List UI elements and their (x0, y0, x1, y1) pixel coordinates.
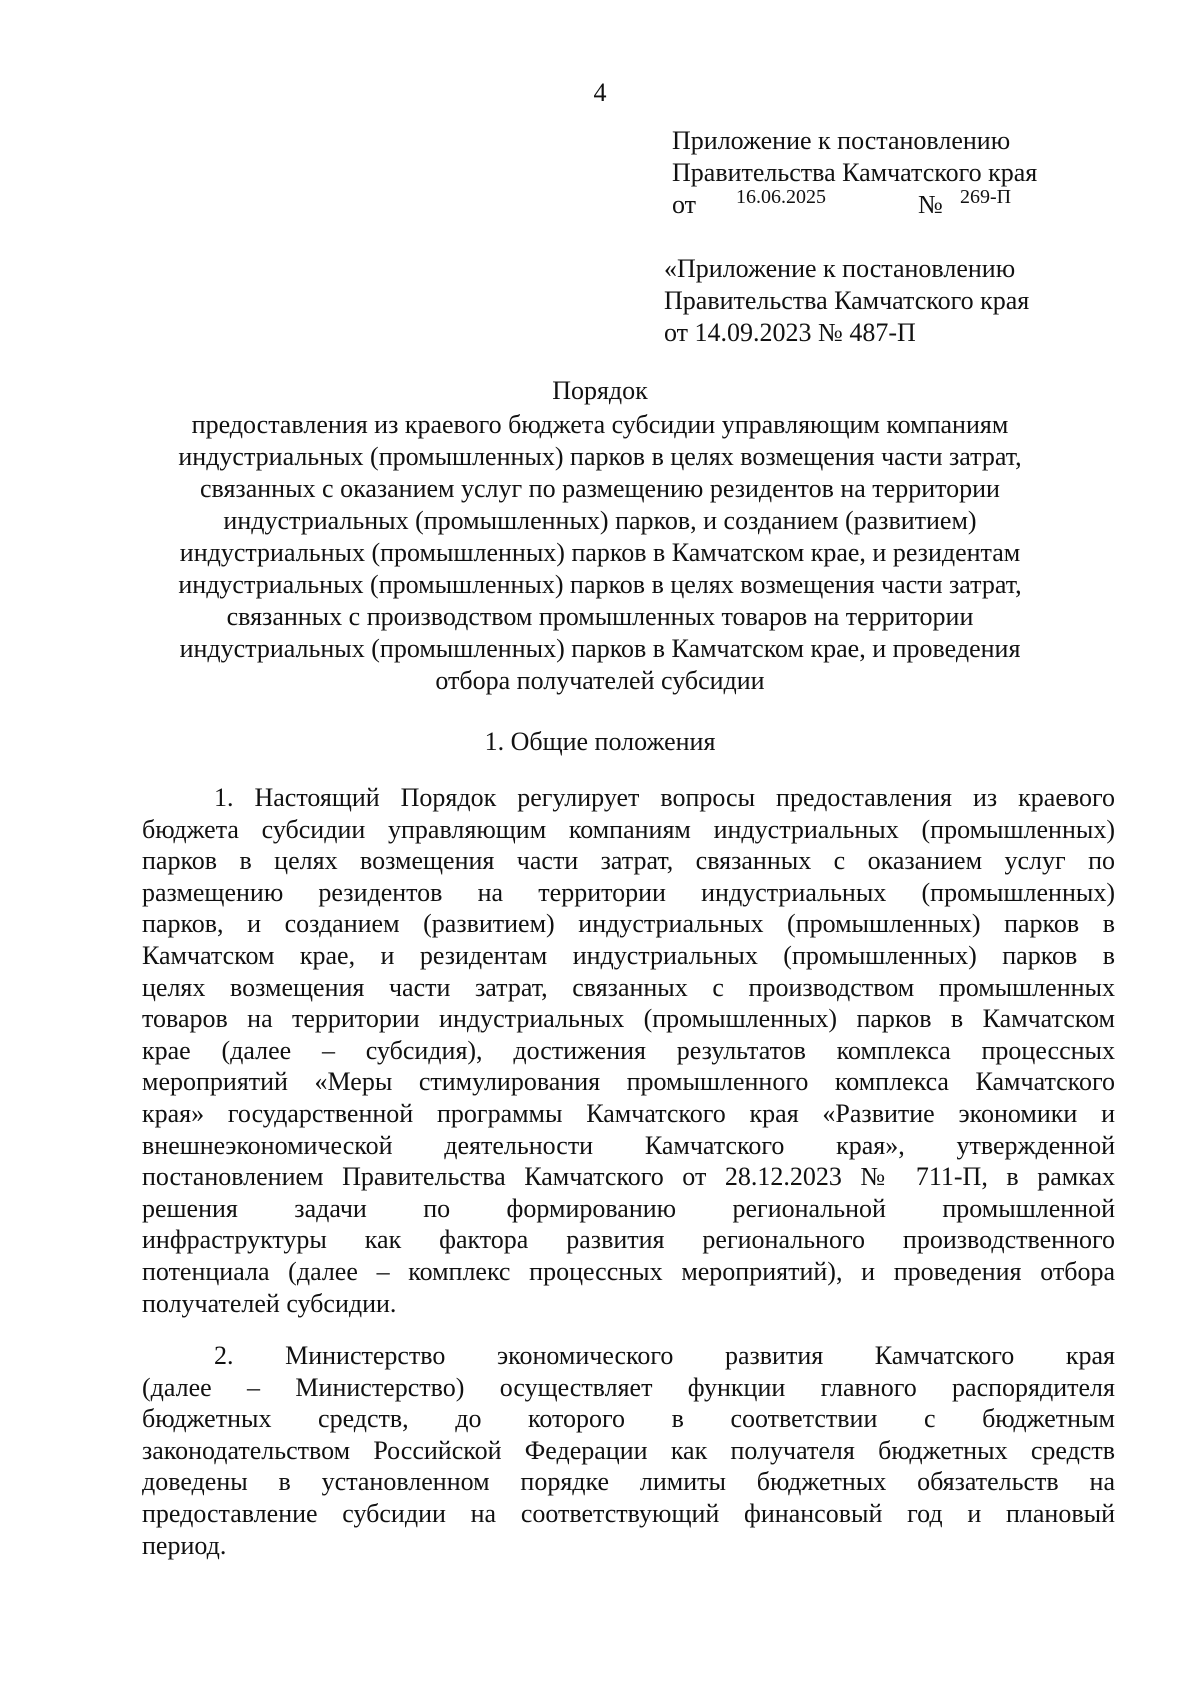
paragraph-line: бюджетных средств, до которого в соответствии с бюджетным (142, 1404, 1115, 1434)
paragraph-line: целях возмещения части затрат, связанных с производством промышленных (142, 972, 1115, 1002)
paragraph-line: парков, и созданием (развитием) индустриальных (промышленных) парков в (142, 909, 1115, 939)
subtitle-line: индустриальных (промышленных) парков в целях возмещения части затрат, (178, 442, 1022, 471)
paragraph-line: получателей субсидии. (142, 1288, 397, 1318)
subtitle-line: связанных с производством промышленных товаров на территории (226, 602, 974, 631)
paragraph-line: предоставление субсидии на соответствующий финансовый год и плановый (142, 1498, 1115, 1528)
page-number: 4 (593, 78, 607, 107)
paragraph-line: края» государственной программы Камчатского края «Развитие экономики и (142, 1098, 1115, 1128)
prior-appendix-header (664, 253, 1029, 349)
paragraph-line: (далее – Министерство) осуществляет функции главного распорядителя (142, 1372, 1115, 1402)
section-heading: 1. Общие положения (484, 727, 716, 756)
paragraph-line: законодательством Российской Федерации как получателя бюджетных средств (142, 1435, 1115, 1465)
paragraph-line: постановлением Правительства Камчатского от 28.12.2023 № 711-П, в рамках (142, 1162, 1115, 1192)
paragraph-line: парков в целях возмещения части затрат, связанных с оказанием услуг по (142, 846, 1115, 876)
document-subtitle (60, 409, 1140, 697)
document-title: Порядок (552, 376, 648, 405)
paragraph-line: доведены в установленном порядке лимиты бюджетных обязательств на (142, 1467, 1115, 1497)
paragraph-line: размещению резидентов на территории индустриальных (промышленных) (142, 877, 1115, 907)
subtitle-line: предоставления из краевого бюджета субсидии управляющим компаниям (191, 410, 1009, 439)
subtitle-line: индустриальных (промышленных) парков, и созданием (развитием) (223, 506, 977, 535)
decree-date: 16.06.2025 (736, 186, 826, 208)
paragraph-line: решения задачи по формированию региональной промышленной (142, 1193, 1115, 1223)
paragraph-line: мероприятий «Меры стимулирования промышленного комплекса Камчатского (142, 1067, 1115, 1097)
subtitle-line: индустриальных (промышленных) парков в Камчатском крае, и проведения (179, 634, 1021, 663)
subtitle-line: связанных с оказанием услуг по размещению резидентов на территории (200, 474, 1000, 503)
appendix-line-2: Правительства Камчатского края (672, 158, 1038, 187)
prior-appendix-line-2: Правительства Камчатского края (664, 286, 1030, 315)
paragraph-line: товаров на территории индустриальных (промышленных) парков в Камчатском (142, 1004, 1115, 1034)
paragraph-line: 2. Министерство экономического развития Камчатского края (214, 1341, 1115, 1370)
subtitle-line: отбора получателей субсидии (435, 666, 765, 695)
appendix-line-1: Приложение к постановлению (672, 126, 1011, 155)
paragraph-line: потенциала (далее – комплекс процессных мероприятий), и проведения отбора (142, 1256, 1115, 1286)
number-label: № (918, 190, 943, 219)
appendix-header (672, 125, 1037, 221)
paragraph-line: внешнеэкономической деятельности Камчатского края», утвержденной (142, 1130, 1115, 1160)
from-label: от (672, 190, 697, 219)
paragraph-line: период. (142, 1530, 227, 1560)
decree-number: 269-П (960, 186, 1012, 208)
paragraph-line: крае (далее – субсидия), достижения результатов комплекса процессных (142, 1035, 1115, 1065)
subtitle-line: индустриальных (промышленных) парков в Камчатском крае, и резидентам (179, 538, 1021, 567)
paragraph-line: 1. Настоящий Порядок регулирует вопросы предоставления из краевого (214, 783, 1115, 812)
paragraph-line: Камчатском крае, и резидентам индустриальных (промышленных) парков в (142, 940, 1115, 970)
appendix-date-row (672, 186, 1037, 221)
prior-appendix-line-1: «Приложение к постановлению (664, 254, 1016, 283)
paragraph-line: инфраструктуры как фактора развития регионального производственного (142, 1225, 1115, 1255)
paragraph-line: бюджета субсидии управляющим компаниям индустриальных (промышленных) (142, 814, 1115, 844)
subtitle-line: индустриальных (промышленных) парков в целях возмещения части затрат, (178, 570, 1022, 599)
paragraph-2 (142, 1340, 1115, 1561)
prior-appendix-line-3: от 14.09.2023 № 487-П (664, 318, 916, 347)
paragraph-1 (142, 782, 1115, 1319)
